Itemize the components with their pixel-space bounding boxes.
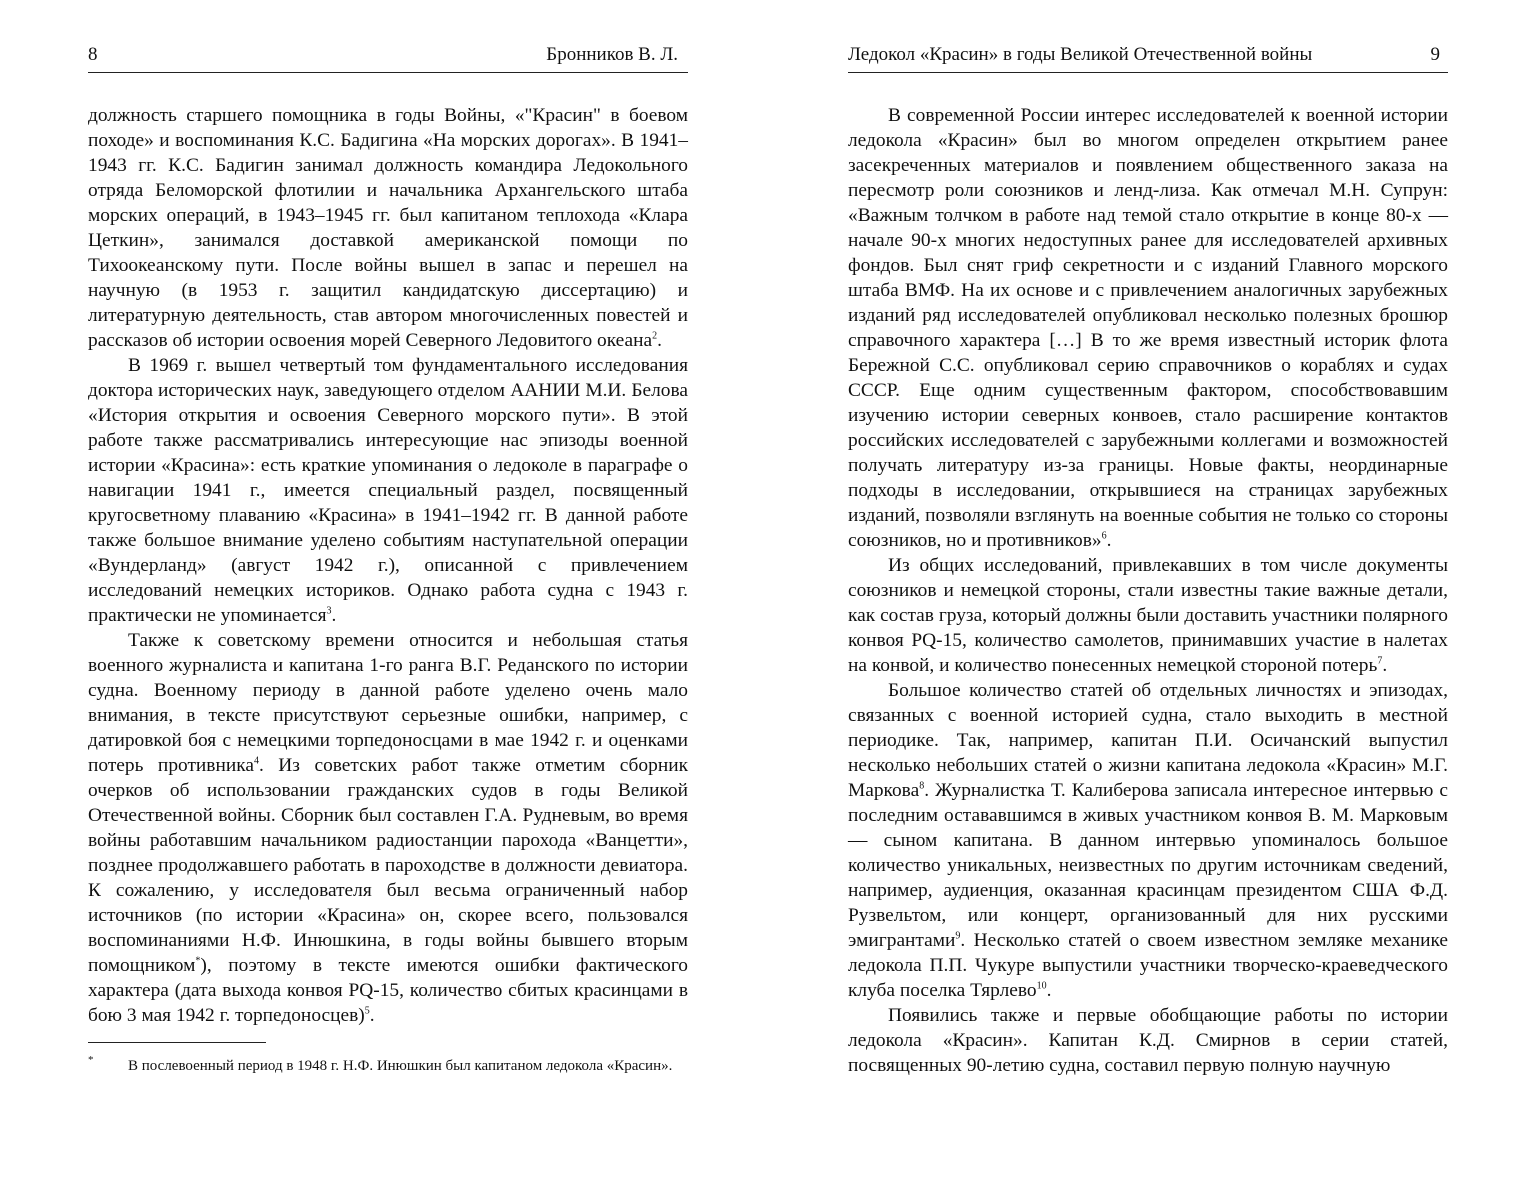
footnote-ref: * bbox=[195, 955, 201, 967]
text-segment: . bbox=[1106, 530, 1112, 551]
footnote-ref: 5 bbox=[364, 1005, 370, 1017]
right-page-body bbox=[848, 103, 1448, 1078]
footnote-mark: * bbox=[88, 1054, 94, 1066]
page-number: 9 bbox=[1430, 44, 1440, 65]
footnote-divider bbox=[88, 1042, 266, 1043]
paragraph bbox=[848, 1003, 1448, 1078]
text-segment: . Из советских работ также отметим сборник очерков об использовании гражданских судов в годы Великой Отечественной войны. Сборник был составлен Г.А. Рудневым, во время войны работавшим начальником радиостанции парохода «Ванцетти», позднее продолжавшего работать в пароходстве в должности девиатора. К сожалению, у исследователя был весьма ограниченный набор источников (по истории «Красина» он, скорее всего, пользовался воспоминаниями Н.Ф. Инюшкина, в годы войны бывшего вторым помощником bbox=[88, 755, 688, 976]
text-segment: ), поэтому в тексте имеются ошибки фактического характера (дата выхода конвоя PQ-15, количество сбитых красинцами в бою 3 мая 1942 г. торпедоносцев) bbox=[88, 955, 688, 1026]
footnote-ref: 7 bbox=[1377, 655, 1383, 667]
text-segment: Большое количество статей об отдельных личностях и эпизодах, связанных с военной историей судна, стало выходить в местной периодике. Так, например, капитан П.И. Осичанский выпустил несколько небольших статей о жизни капитана ледокола «Красин» М.Г. Маркова bbox=[848, 680, 1448, 801]
left-page-body bbox=[88, 103, 688, 1028]
paragraph bbox=[848, 678, 1448, 1003]
text-segment: Появились также и первые обобщающие работы по истории ледокола «Красин». Капитан К.Д. Смирнов в серии статей, посвященных 90-летию судна, составил первую полную научную bbox=[848, 1005, 1448, 1076]
footnote-ref: 4 bbox=[253, 755, 259, 767]
footnote-ref: 6 bbox=[1101, 530, 1107, 542]
text-segment: . bbox=[657, 330, 662, 351]
text-segment: Из общих исследований, привлекавших в том числе документы союзников и немецкой стороны, стали известны такие важные детали, как состав груза, который должны были доставить участники полярного конвоя PQ-15, количество самолетов, принимавших участие в налетах на конвой, и количество понесенных немецкой стороной потерь bbox=[848, 555, 1448, 676]
text-segment: Также к советскому времени относится и небольшая статья военного журналиста и капитана 1-го ранга В.Г. Реданского по истории судна. Военному периоду в данной работе уделено очень мало внимания, в тексте присутствуют серьезные ошибки, например, с датировкой боя с немецкими торпедоносцами в мае 1942 г. и оценками потерь противника bbox=[88, 630, 688, 776]
paragraph bbox=[848, 103, 1448, 553]
footnote-ref: 8 bbox=[919, 780, 925, 792]
text-segment: . bbox=[1382, 655, 1388, 676]
paragraph bbox=[88, 353, 688, 628]
text-segment: . Журналистка Т. Калиберова записала интересное интервью с последним остававшимся в живых участником конвоя В. М. Марковым — сыном капитана. В данном интервью упоминалось большое количество уникальных, неизвестных по другим источникам сведений, например, аудиенция, оказанная красинцам президентом США Ф.Д. Рузвельтом, или концерт, организованный для них русскими эмигрантами bbox=[848, 780, 1448, 951]
text-segment: В 1969 г. вышел четвертый том фундаментального исследования доктора исторических наук, заведующего отделом ААНИИ М.И. Белова «История открытия и освоения Северного морского пути». В этой работе также рассматривались интересующие нас эпизоды военной истории «Красина»: есть краткие упоминания о ледоколе в параграфе о навигации 1941 г., имеется специальный раздел, посвященный кругосветному плаванию «Красина» в 1941–1942 гг. В данной работе также большое внимание уделено событиям наступательной операции «Вундерланд» (август 1942 г.), описанной с привлечением исследований немецких историков. Однако работа судна с 1943 г. практически не упоминается bbox=[88, 355, 688, 626]
text-segment: В современной России интерес исследователей к военной истории ледокола «Красин» был во многом определен открытием ранее засекреченных материалов и появлением общественного заказа на пересмотр роли союзников и ленд-лиза. Как отмечал М.Н. Супрун: «Важным толчком в работе над темой стало открытие в конце 80-х — начале 90-х многих недоступных ранее для исследователей архивных фондов. Был снят гриф секретности и с изданий Главного морского штаба ВМФ. На их основе и с привлечением аналогичных зарубежных изданий ряд исследователей опубликовал несколько полезных брошюр справочного характера […] В то же время известный историк флота Бережной С.С. опубликовал серию справочников о кораблях и судах СССР. Еще одним существенным фактором, способствовавшим изучению истории северных конвоев, стало расширение контактов российских исследователей с зарубежными коллегами и возможностей получать литературу из-за границы. Новые факты, неординарные подходы в исследовании, открывшиеся на страницах зарубежных изданий, позволяли взглянуть на военные события не только со стороны союзников, но и противников» bbox=[848, 105, 1448, 551]
right-page-header bbox=[848, 40, 1448, 73]
text-segment: должность старшего помощника в годы Войны, «"Красин" в боевом походе» и воспоминания К.С. Бадигина «На морских дорогах». В 1941–1943 гг. К.С. Бадигин занимал должность командира Ледокольного отряда Беломорской флотилии и начальника Архангельского штаба морских операций, в 1943–1945 гг. был капитаном теплохода «Клара Цеткин», занимался доставкой американской помощи по Тихоокеанскому пути. После войны вышел в запас и перешел на научную (в 1953 г. защитил кандидатскую диссертацию) и литературную деятельность, став автором многочисленных повестей и рассказов об истории освоения морей Северного Ледовитого океана bbox=[88, 105, 688, 351]
footnote-ref: 10 bbox=[1036, 980, 1047, 992]
text-segment: . bbox=[331, 605, 337, 626]
footnote bbox=[88, 1055, 688, 1077]
footnote-ref: 9 bbox=[955, 930, 961, 942]
text-segment: . bbox=[1046, 980, 1052, 1001]
paragraph bbox=[88, 628, 688, 1028]
footnote-ref: 2 bbox=[652, 330, 658, 342]
left-page bbox=[88, 40, 688, 1077]
text-segment: . Несколько статей о своем известном земляке механике ледокола П.П. Чукуре выпустили участники творческо-краеведческого клуба поселка Тярлево bbox=[848, 930, 1448, 1001]
footnote-ref: 3 bbox=[326, 605, 332, 617]
left-page-header bbox=[88, 40, 688, 73]
paragraph bbox=[848, 553, 1448, 678]
running-head: Ледокол «Красин» в годы Великой Отечественной войны bbox=[848, 44, 1313, 65]
paragraph bbox=[88, 103, 688, 353]
text-segment: . bbox=[369, 1005, 375, 1026]
footnote-text: В послевоенный период в 1948 г. Н.Ф. Инюшкин был капитаном ледокола «Красин». bbox=[128, 1058, 673, 1074]
page-number: 8 bbox=[88, 44, 98, 65]
running-head: Бронников В. Л. bbox=[546, 44, 678, 65]
right-page bbox=[848, 40, 1448, 1078]
